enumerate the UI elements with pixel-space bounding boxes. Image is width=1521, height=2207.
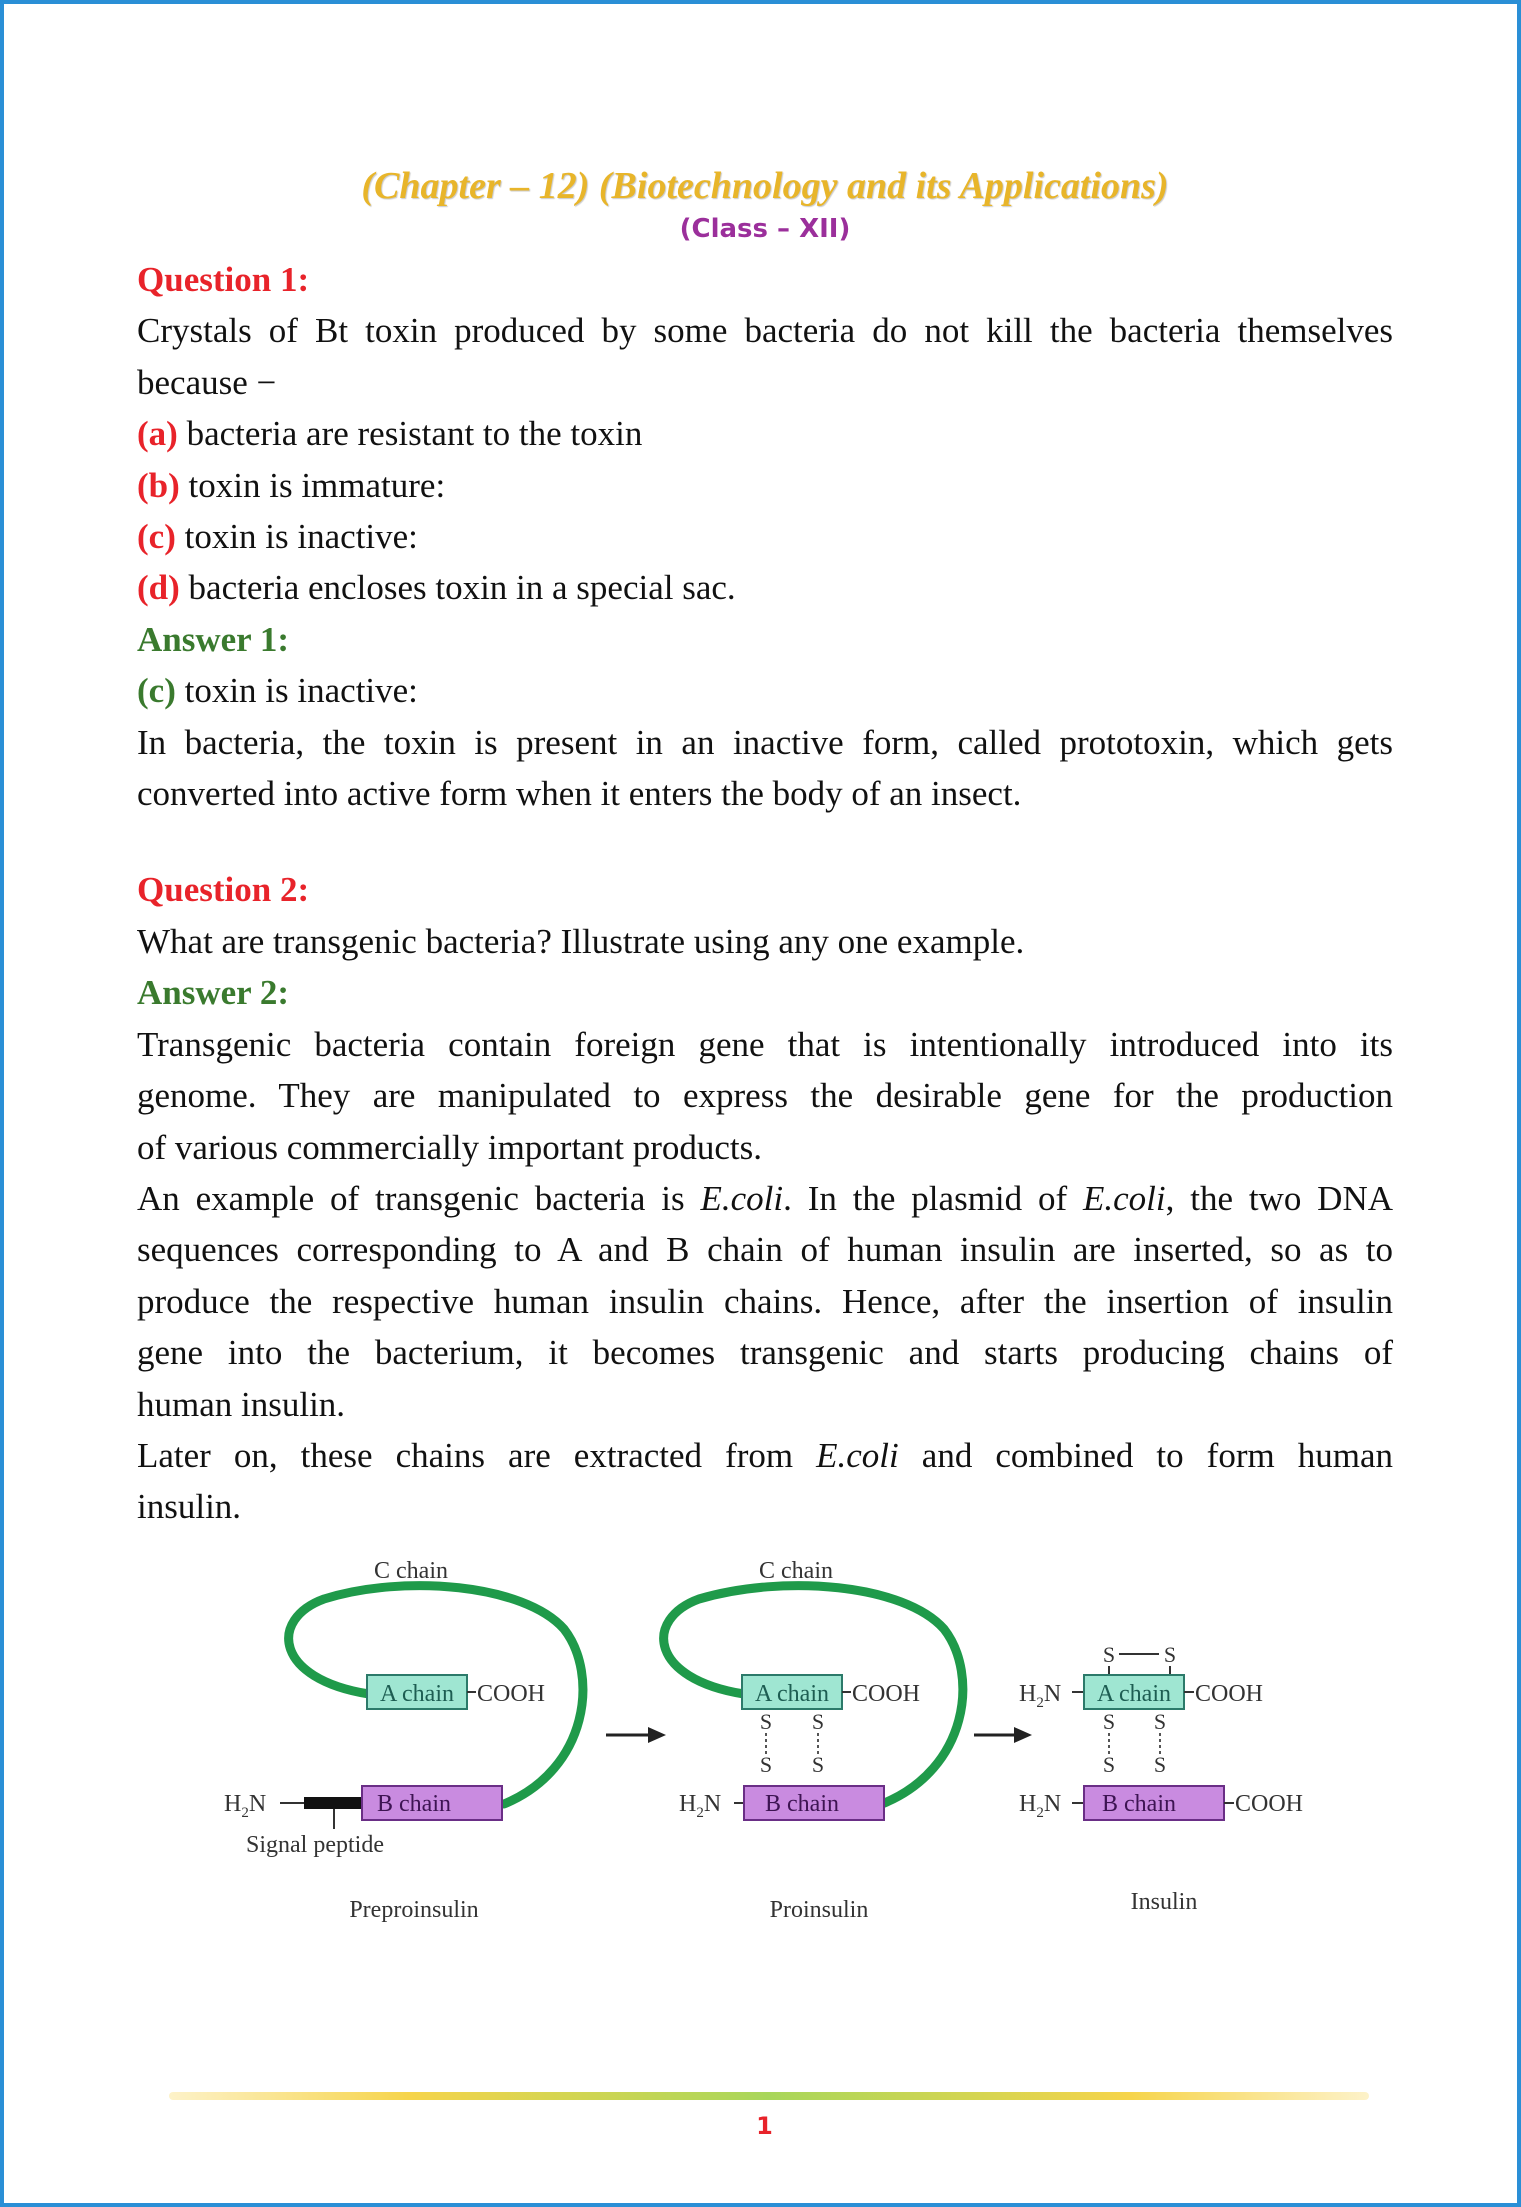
ecoli-term: E.coli	[700, 1178, 784, 1218]
option-a	[137, 408, 1393, 459]
sulfur-atom: S	[1102, 1752, 1116, 1777]
disulfide-bonds	[760, 1709, 824, 1777]
insulin-label: Insulin	[1130, 1889, 1198, 1915]
option-text: bacteria encloses toxin in a special sac.	[188, 568, 736, 608]
sulfur-atom: S	[1153, 1709, 1167, 1734]
h2n-label: $H_2N$	[1019, 1791, 1062, 1821]
answer-2-para2-line-1	[137, 1173, 1393, 1224]
text-run: and combined to form human	[898, 1435, 1393, 1475]
cooh-label: COOH	[477, 1681, 546, 1707]
question-2-text: What are transgenic bacteria? Illustrate using any one example.	[137, 921, 1025, 961]
answer-2-para2-line-3: produce the respective human insulin chains. Hence, after the insertion of insulin	[137, 1281, 1393, 1321]
interchain-disulfide	[1103, 1642, 1176, 1675]
h2n-label: $H_2N$	[1019, 1681, 1062, 1711]
sulfur-atom: S	[1102, 1642, 1116, 1667]
sulfur-atom: S	[759, 1752, 773, 1777]
signal-peptide-label: Signal peptide	[246, 1832, 384, 1858]
sulfur-atom: S	[811, 1709, 825, 1734]
a-chain-label: A chain	[380, 1681, 454, 1707]
a-chain-label: A chain	[755, 1681, 829, 1707]
ecoli-term: E.coli	[816, 1435, 899, 1475]
arrow-right-icon	[606, 1727, 666, 1743]
option-b	[137, 460, 1393, 511]
cooh-label: COOH	[1195, 1681, 1264, 1707]
proinsulin-label: Proinsulin	[769, 1897, 869, 1923]
option-text: toxin is immature:	[188, 465, 446, 505]
ecoli-term: E.coli	[1083, 1178, 1166, 1218]
text-run: Later on, these chains are extracted from	[137, 1435, 817, 1475]
answer-1-explanation-line-2: converted into active form when it enters the body of an insect.	[137, 774, 1022, 814]
cooh-label: COOH	[1235, 1791, 1304, 1817]
answer-2-para2-line-5: human insulin.	[137, 1384, 346, 1424]
b-chain-label: B chain	[765, 1791, 839, 1817]
b-chain-label: B chain	[1102, 1791, 1176, 1817]
section-gap	[137, 819, 1393, 864]
signal-peptide-bar	[304, 1797, 362, 1809]
proinsulin-panel	[664, 1558, 963, 1923]
text-run: . In the plasmid of	[783, 1178, 1083, 1218]
h2n-label: $H_2N$	[679, 1791, 722, 1821]
answer-2-para1-line-1: Transgenic bacteria contain foreign gene that is intentionally introduced into its	[137, 1024, 1393, 1064]
question-2-label: Question 2:	[137, 870, 310, 910]
sulfur-atom: S	[1153, 1752, 1167, 1777]
answer-option-text: toxin is inactive:	[184, 671, 418, 711]
answer-2-para1-line-3: of various commercially important products.	[137, 1127, 762, 1167]
a-chain-label: A chain	[1097, 1681, 1171, 1707]
h2n-label: $H_2N$	[224, 1791, 267, 1821]
insulin-diagram	[204, 1539, 1334, 1949]
option-text: toxin is inactive:	[184, 517, 418, 557]
question-1-text-line-2: because −	[137, 362, 277, 402]
body-text	[137, 254, 1393, 1533]
footer-divider	[169, 2092, 1369, 2100]
option-c	[137, 511, 1393, 562]
answer-1-option	[137, 665, 1393, 716]
option-letter: (a)	[137, 414, 178, 454]
c-chain-label: C chain	[759, 1558, 833, 1584]
option-letter: (d)	[137, 568, 180, 608]
answer-2-para1-line-2: genome. They are manipulated to express the desirable gene for the production	[137, 1076, 1393, 1116]
option-letter: (c)	[137, 517, 176, 557]
answer-1-label: Answer 1:	[137, 619, 289, 659]
answer-1-explanation-line-1: In bacteria, the toxin is present in an inactive form, called prototoxin, which gets	[137, 722, 1393, 762]
b-chain-label: B chain	[377, 1791, 451, 1817]
cooh-label: COOH	[852, 1681, 921, 1707]
answer-letter: (c)	[137, 671, 176, 711]
arrow-right-icon	[974, 1727, 1032, 1743]
preproinsulin-label: Preproinsulin	[349, 1897, 479, 1923]
text-run: , the two DNA	[1165, 1178, 1393, 1218]
c-chain-label: C chain	[374, 1558, 448, 1584]
sulfur-atom: S	[759, 1709, 773, 1734]
answer-2-para3-line-2: insulin.	[137, 1487, 242, 1527]
option-letter: (b)	[137, 465, 180, 505]
insulin-panel	[1019, 1642, 1303, 1915]
option-text: bacteria are resistant to the toxin	[186, 414, 643, 454]
page-number: 1	[756, 2112, 773, 2140]
preproinsulin-panel	[224, 1558, 583, 1923]
answer-2-label: Answer 2:	[137, 973, 289, 1013]
answer-2-para3-line-1	[137, 1430, 1393, 1481]
sulfur-atom: S	[1163, 1642, 1177, 1667]
chapter-title: (Chapter – 12) (Biotechnology and its Applications)	[361, 165, 1169, 207]
answer-2-para2-line-2: sequences corresponding to A and B chain of human insulin are inserted, so as to	[137, 1230, 1393, 1270]
class-label: (Class – XII)	[679, 214, 851, 244]
sulfur-atom: S	[1102, 1709, 1116, 1734]
question-1-text-line-1: Crystals of Bt toxin produced by some bacteria do not kill the bacteria themselves	[137, 311, 1393, 351]
disulfide-bonds	[1103, 1709, 1166, 1777]
answer-2-para2-line-4: gene into the bacterium, it becomes transgenic and starts producing chains of	[137, 1333, 1393, 1373]
question-1-label: Question 1:	[137, 260, 310, 299]
sulfur-atom: S	[811, 1752, 825, 1777]
option-d	[137, 562, 1393, 613]
text-run: An example of transgenic bacteria is	[137, 1178, 701, 1218]
